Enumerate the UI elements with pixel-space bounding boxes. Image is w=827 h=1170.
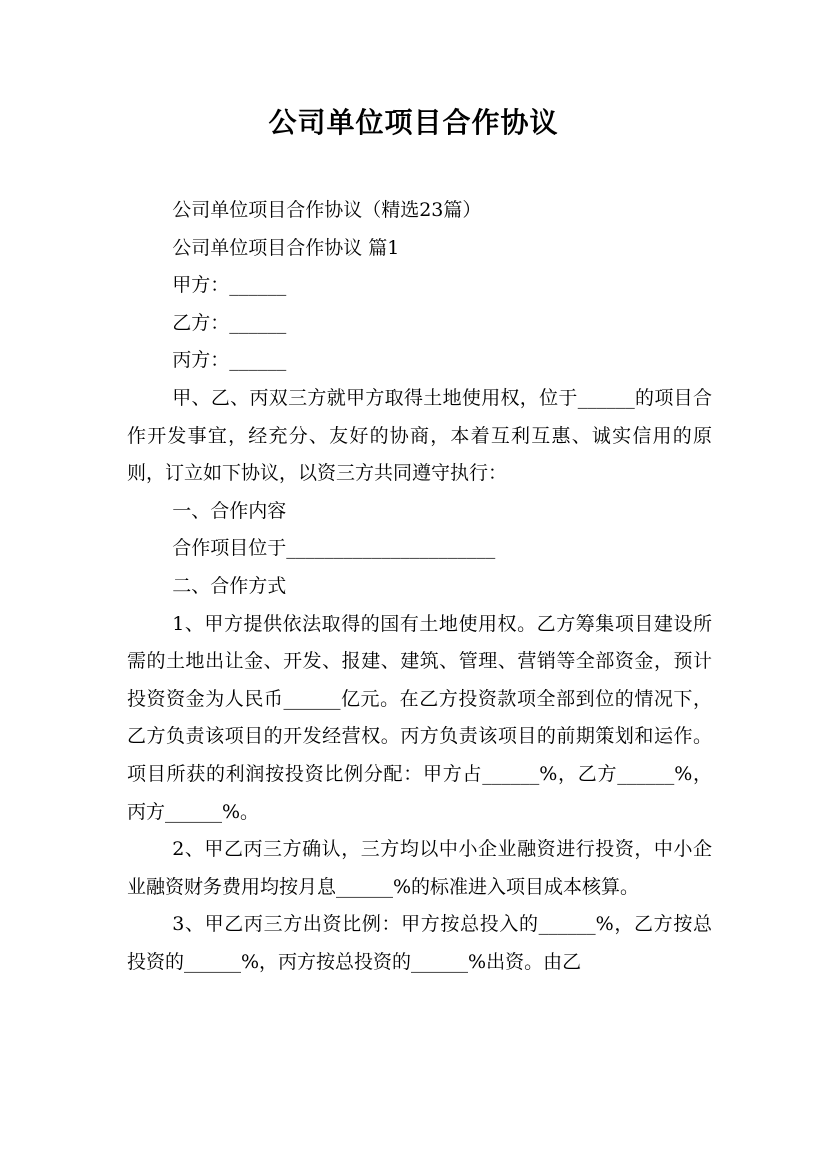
heading-cooperation-content: 一、合作内容	[172, 499, 287, 522]
party-a-line: 甲方：______	[172, 274, 287, 297]
heading-cooperation-method: 二、合作方式	[172, 574, 287, 597]
subtitle-paragraph: 公司单位项目合作协议（精选23篇）	[172, 199, 482, 221]
preamble-paragraph: 甲、乙、丙双三方就甲方取得土地使用权，位于______的项目合作开发事宜，经充分、友好的协商，本着互利互惠、诚实信用的原则，订立如下协议，以资三方共同遵守执行：	[127, 386, 712, 485]
party-c-line: 丙方：______	[172, 349, 287, 372]
document-body	[127, 192, 712, 981]
document-title: 公司单位项目合作协议	[268, 106, 559, 139]
party-b-line: 乙方：______	[172, 311, 287, 334]
project-location-line: 合作项目位于______________________	[172, 537, 496, 560]
clause-3-paragraph: 3、甲乙丙三方出资比例：甲方按总投入的______%，乙方按总投资的______%，丙方按总投资的______%出资。由乙	[127, 913, 712, 973]
clause-1-paragraph: 1、甲方提供依法取得的国有土地使用权。乙方筹集项目建设所需的土地出让金、开发、报建、建筑、管理、营销等全部资金，预计投资资金为人民币______亿元。在乙方投资款项全部到位的情况下，乙方负责该项目的开发经营权。丙方负责该项目的前期策划和运作。项目所获的利润按投资比例分配：甲方占______%，乙方______%，丙方______%。	[127, 612, 712, 823]
clause-2-paragraph: 2、甲乙丙三方确认，三方均以中小企业融资进行投资，中小企业融资财务费用均按月息______%的标准进入项目成本核算。	[127, 838, 712, 898]
section-heading-paragraph: 公司单位项目合作协议 篇1	[172, 236, 400, 259]
